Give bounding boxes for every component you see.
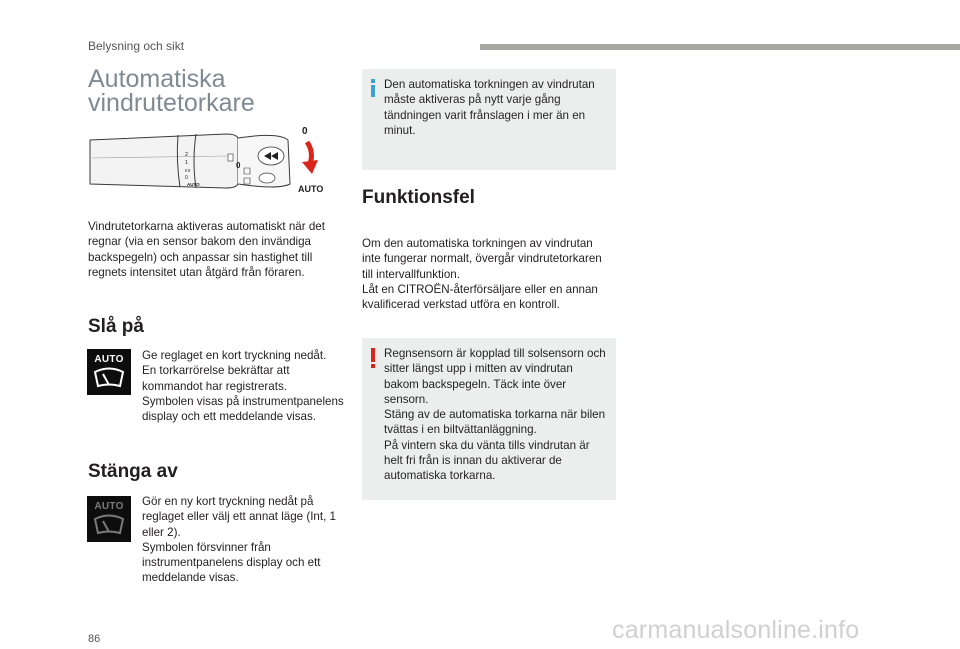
malfunction-heading: Funktionsfel bbox=[362, 187, 475, 208]
auto-wiper-icon bbox=[87, 349, 131, 395]
switch-on-text: Ge reglaget en kort tryckning nedåt. En torkarrörelse bekräftar att kommandot har registrerats. Symbolen visas på instrumentpanelens display och ett meddelande visas. bbox=[142, 349, 344, 424]
malfunction-text: Om den automatiska torkningen av vindrutan inte fungerar normalt, övergår vindrutetorkaren till intervallfunktion. Låt en CITROËN-återförsäljare eller en annan kvalificerad verkstad utföra en kontroll. bbox=[362, 237, 602, 312]
switch-on-heading: Slå på bbox=[88, 316, 144, 337]
knob-label: 0 bbox=[236, 161, 241, 170]
page-title: Automatiska vindrutetorkare bbox=[88, 65, 255, 117]
auto-icon-label: AUTO bbox=[94, 354, 124, 365]
header-rule bbox=[480, 44, 960, 50]
stalk-mark-0: 0 bbox=[185, 175, 188, 181]
stalk-mark-int: Int bbox=[185, 168, 191, 173]
press-down-arrow-icon bbox=[302, 142, 318, 174]
intro-paragraph: Vindrutetorkarna aktiveras automatiskt när det regnar (via en sensor bakom den invändiga backspegeln) och anpassar sin hastighet till regnets intensitet utan åtgärd från föraren. bbox=[88, 220, 325, 279]
stalk-mark-auto: AUTO bbox=[187, 182, 200, 187]
stalk-mark-2: 2 bbox=[185, 152, 189, 158]
stalk-mark-1: 1 bbox=[185, 160, 189, 166]
position-label-bottom: AUTO bbox=[298, 184, 324, 194]
section-label: Belysning och sikt bbox=[88, 39, 185, 53]
switch-off-heading: Stänga av bbox=[88, 461, 178, 482]
warning-note bbox=[362, 338, 616, 500]
info-note-text: Den automatiska torkningen av vindrutan måste aktiveras på nytt varje gång tändningen varit frånslagen i mer än en minut. bbox=[384, 78, 595, 137]
auto-icon-label: AUTO bbox=[94, 501, 124, 512]
auto-wiper-icon bbox=[87, 496, 131, 542]
info-icon bbox=[369, 78, 377, 98]
page-number: 86 bbox=[88, 633, 101, 645]
info-note bbox=[362, 69, 616, 170]
watermark: carmanualsonline.info bbox=[612, 616, 860, 644]
warning-icon bbox=[369, 347, 377, 369]
wiper-stalk-illustration bbox=[88, 118, 338, 198]
warning-note-text: Regnsensorn är kopplad till solsensorn och sitter längst upp i mitten av vindrutan bakom backspegeln. Täck inte över sensorn. Stäng av de automatiska torkarna när bilen tvättas i en biltvättanläggning. På vintern ska du vänta tills vindrutan är helt fri från is innan du aktiverar de automatiska torkarna. bbox=[384, 347, 606, 483]
switch-off-text: Gör en ny kort tryckning nedåt på reglaget eller välj ett annat läge (Int, 1 eller 2). Symbolen försvinner från instrumentpanelens display och ett meddelande visas. bbox=[142, 495, 336, 585]
position-label-top: 0 bbox=[302, 126, 308, 137]
